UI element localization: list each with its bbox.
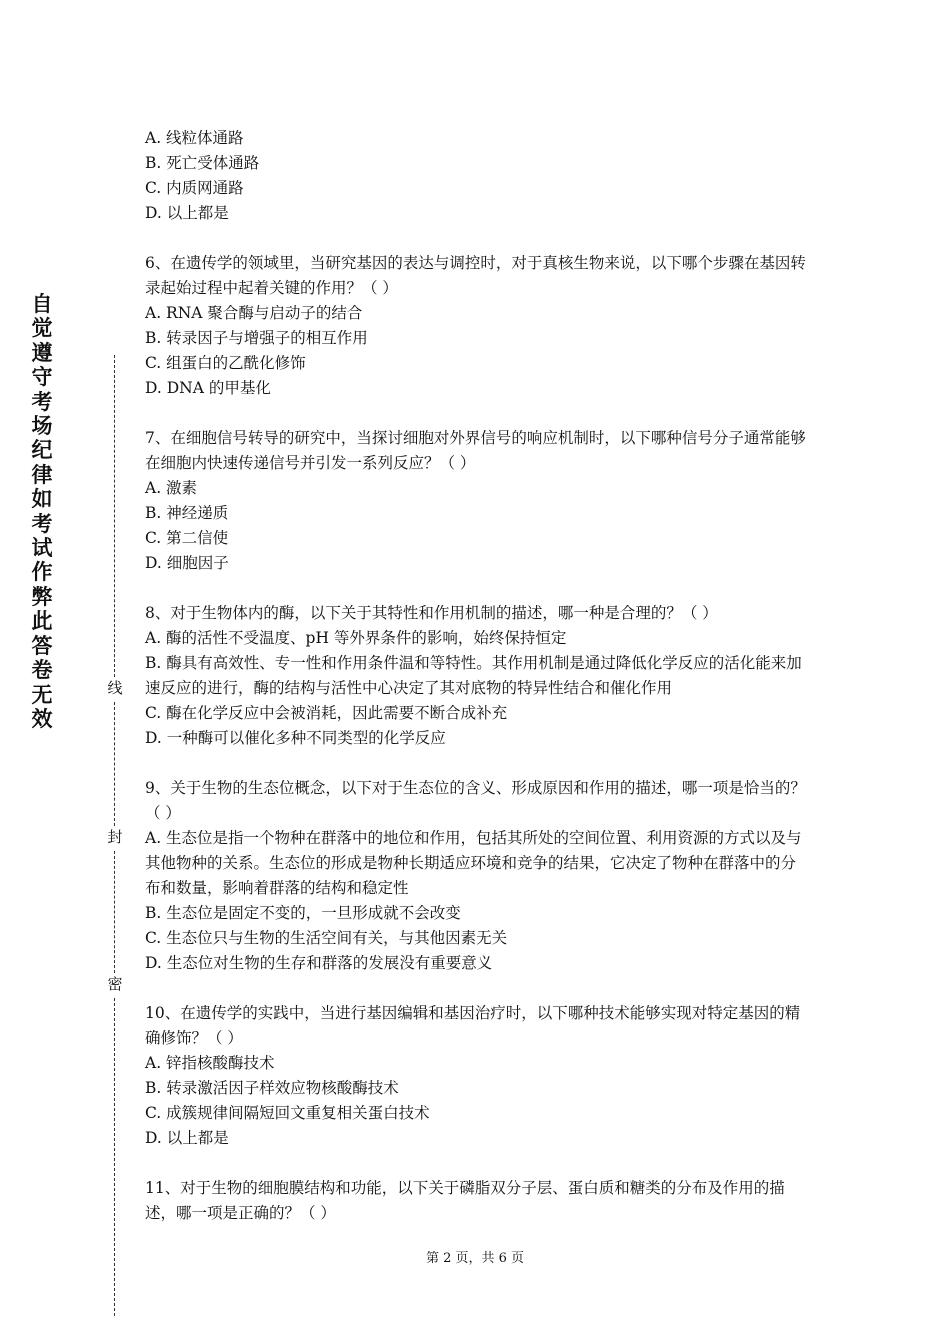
question-stem: 10、在遗传学的实践中，当进行基因编辑和基因治疗时，以下哪种技术能够实现对特定基因的精确修饰？（ ）	[145, 1004, 801, 1047]
option-c: C. 酶在化学反应中会被消耗，因此需要不断合成补充	[145, 704, 508, 722]
option-d: D. 一种酶可以催化多种不同类型的化学反应	[145, 729, 446, 747]
question-7	[145, 426, 810, 576]
option-c: C. 组蛋白的乙酰化修饰	[145, 354, 306, 372]
option-c: C. 内质网通路	[145, 179, 244, 197]
seal-line-segment	[114, 355, 115, 677]
question-stem: 9、关于生物的生态位概念，以下对于生态位的含义、形成原因和作用的描述，哪一项是恰当的？（ ）	[145, 779, 806, 822]
exam-discipline-notice: 自觉遵守考场纪律如考试作弊此答卷无效	[31, 292, 53, 731]
question-6	[145, 251, 810, 401]
option-a: A. 激素	[145, 479, 198, 497]
option-b: B. 酶具有高效性、专一性和作用条件温和等特性。其作用机制是通过降低化学反应的活化能来加速反应的进行，酶的结构与活性中心决定了其对底物的特异性结合和催化作用	[145, 654, 802, 697]
question-5-continued	[145, 126, 810, 226]
question-list	[145, 126, 810, 1251]
option-a: A. 锌指核酸酶技术	[145, 1054, 275, 1072]
option-b: B. 转录激活因子样效应物核酸酶技术	[145, 1079, 399, 1097]
question-stem: 6、在遗传学的领域里，当研究基因的表达与调控时，对于真核生物来说，以下哪个步骤在基因转录起始过程中起着关键的作用？（ ）	[145, 254, 806, 297]
option-b: B. 死亡受体通路	[145, 154, 260, 172]
question-10	[145, 1001, 810, 1151]
option-c: C. 成簇规律间隔短回文重复相关蛋白技术	[145, 1104, 430, 1122]
question-stem: 7、在细胞信号转导的研究中，当探讨细胞对外界信号的响应机制时，以下哪种信号分子通常能够在细胞内快速传递信号并引发一系列反应？（ ）	[145, 429, 806, 472]
option-d: D. 生态位对生物的生存和群落的发展没有重要意义	[145, 954, 493, 972]
option-d: D. DNA 的甲基化	[145, 379, 271, 397]
option-c: C. 第二信使	[145, 529, 229, 547]
option-b: B. 神经递质	[145, 504, 229, 522]
question-stem: 11、对于生物的细胞膜结构和功能，以下关于磷脂双分子层、蛋白质和糖类的分布及作用的描述，哪一项是正确的？（ ）	[145, 1179, 785, 1222]
option-d: D. 以上都是	[145, 1129, 229, 1147]
seal-mark-seal: 封	[107, 828, 123, 846]
seal-mark-line: 线	[107, 679, 123, 697]
option-a: A. 酶的活性不受温度、pH 等外界条件的影响，始终保持恒定	[145, 629, 567, 647]
option-b: B. 生态位是固定不变的，一旦形成就不会改变	[145, 904, 461, 922]
option-b: B. 转录因子与增强子的相互作用	[145, 329, 368, 347]
seal-mark-secret: 密	[107, 975, 123, 993]
page-number: 第 2 页，共 6 页	[425, 1251, 525, 1266]
seal-line-segment	[114, 702, 115, 826]
question-8	[145, 601, 810, 751]
question-11	[145, 1176, 810, 1226]
option-d: D. 以上都是	[145, 204, 229, 222]
option-a: A. RNA 聚合酶与启动子的结合	[145, 304, 363, 322]
question-stem: 8、对于生物体内的酶，以下关于其特性和作用机制的描述，哪一种是合理的？（ ）	[145, 604, 718, 622]
option-d: D. 细胞因子	[145, 554, 229, 572]
option-a: A. 线粒体通路	[145, 129, 244, 147]
option-c: C. 生态位只与生物的生活空间有关，与其他因素无关	[145, 929, 508, 947]
seal-line-segment	[114, 998, 115, 1316]
question-9	[145, 776, 810, 976]
seal-line-segment	[114, 851, 115, 973]
option-a: A. 生态位是指一个物种在群落中的地位和作用，包括其所处的空间位置、利用资源的方式以及与其他物种的关系。生态位的形成是物种长期适应环境和竞争的结果，它决定了物种在群落中的分布和数量，影响着群落的结构和稳定性	[145, 829, 802, 897]
